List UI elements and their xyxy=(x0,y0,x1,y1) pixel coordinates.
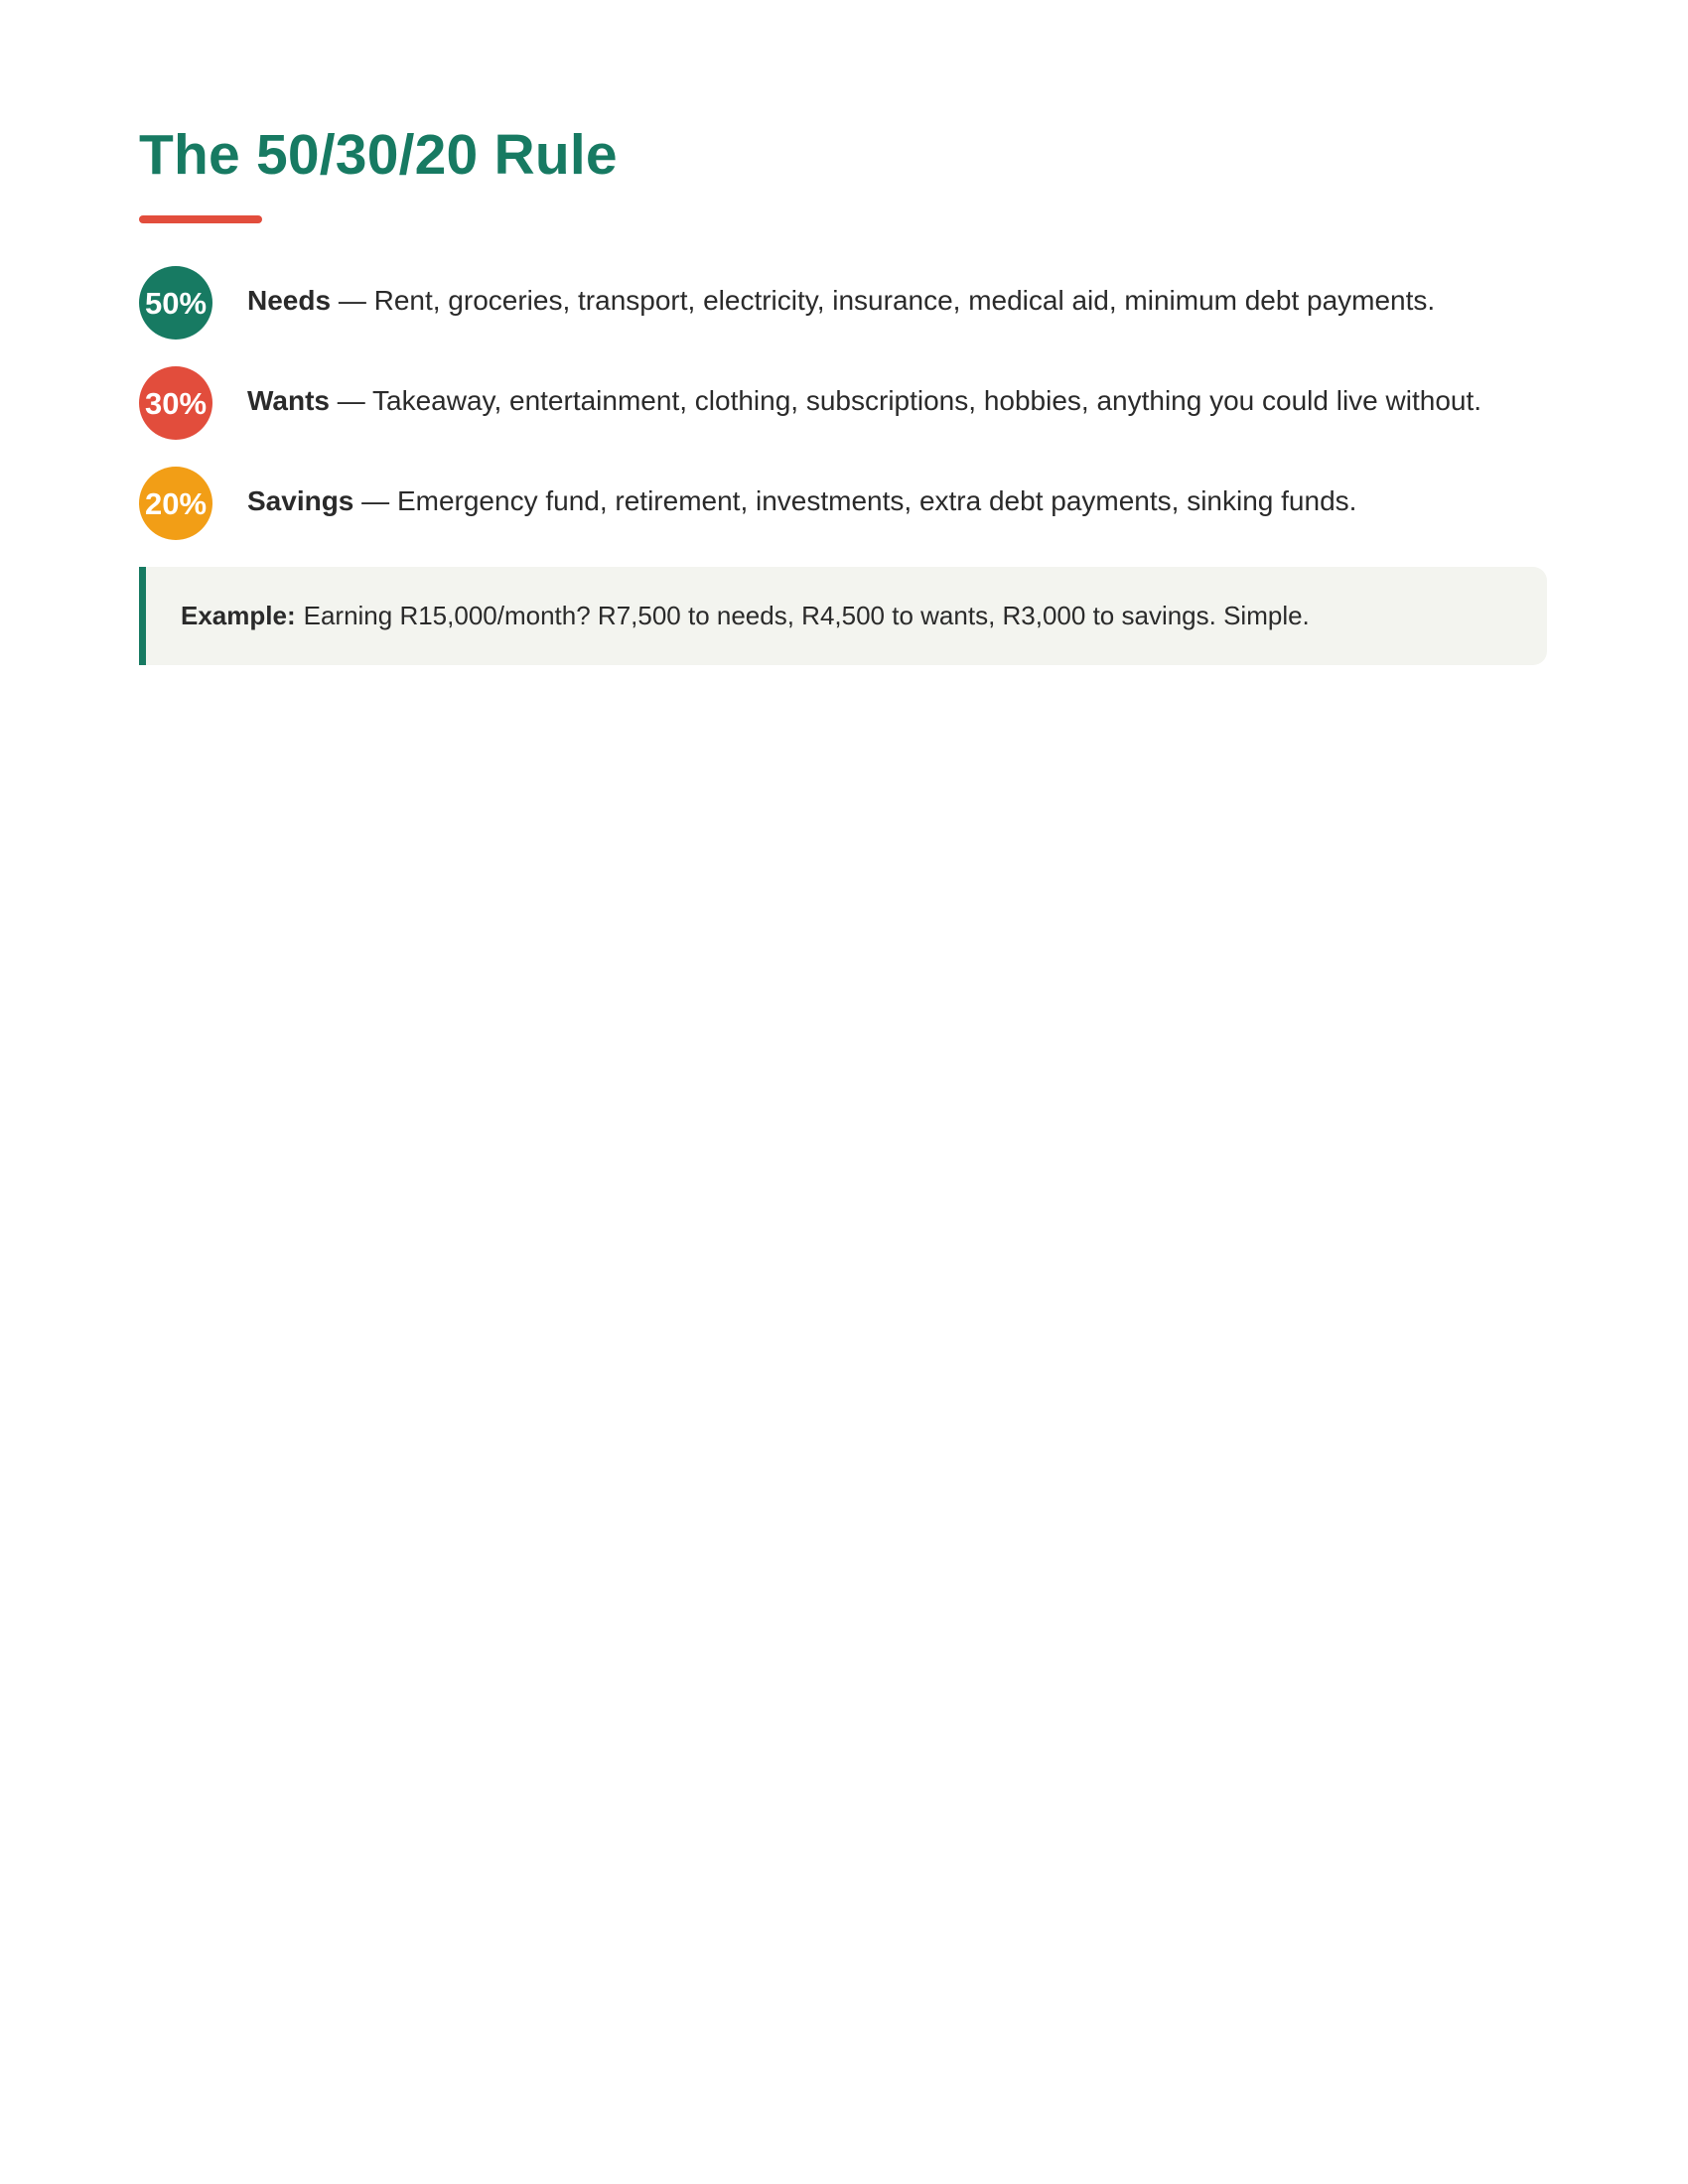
savings-detail: — Emergency fund, retirement, investments, extra debt payments, sinking funds. xyxy=(353,485,1357,516)
savings-term: Savings xyxy=(247,485,354,516)
example-text: Earning R15,000/month? R7,500 to needs, R4,500 to wants, R3,000 to savings. Simple. xyxy=(303,601,1310,630)
example-callout xyxy=(139,567,1547,665)
wants-term: Wants xyxy=(247,385,330,416)
rule-item-wants xyxy=(139,366,1549,440)
wants-description xyxy=(247,379,1481,423)
wants-percent-badge: 30% xyxy=(139,366,212,440)
wants-detail: — Takeaway, entertainment, clothing, subscriptions, hobbies, anything you could live without. xyxy=(329,385,1482,416)
example-label: Example: xyxy=(181,601,296,630)
rule-item-savings xyxy=(139,467,1549,540)
needs-term: Needs xyxy=(247,285,332,316)
savings-percent-badge: 20% xyxy=(139,467,212,540)
needs-percent-badge: 50% xyxy=(139,266,212,340)
rule-item-needs xyxy=(139,266,1549,340)
page-title: The 50/30/20 Rule xyxy=(139,123,618,187)
savings-description xyxy=(247,479,1356,523)
title-underline xyxy=(139,215,262,223)
needs-detail: — Rent, groceries, transport, electricity, insurance, medical aid, minimum debt payments. xyxy=(331,285,1436,316)
rule-list xyxy=(139,266,1549,540)
needs-description xyxy=(247,279,1435,323)
